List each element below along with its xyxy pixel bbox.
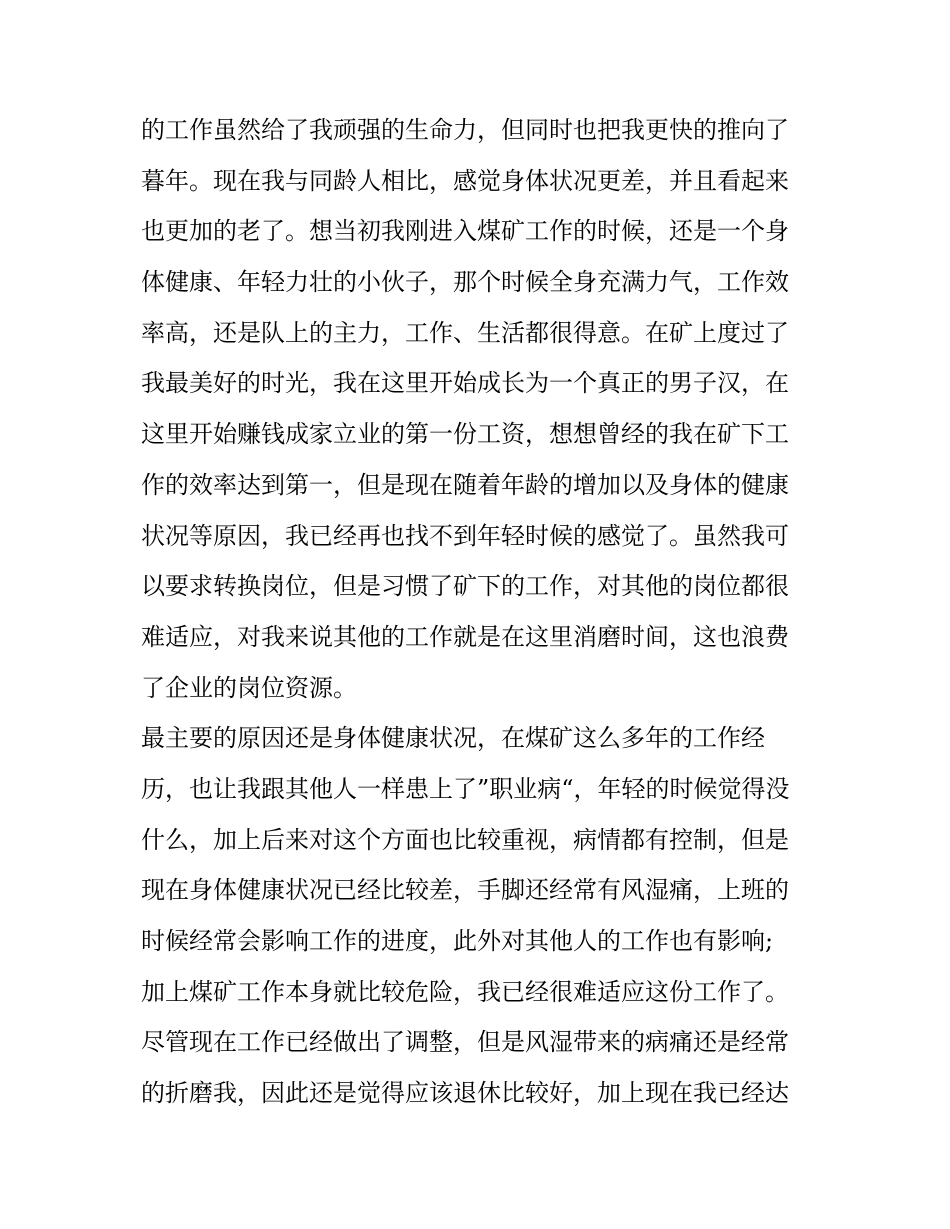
text-line-19: 尽管现在工作已经做出了调整，但是风湿带来的病痛还是经常	[141, 1028, 789, 1057]
text-line-7: 这里开始赚钱成家立业的第一份工资，想想曾经的我在矿下工	[141, 420, 789, 449]
text-line-11: 难适应，对我来说其他的工作就是在这里消磨时间，这也浪费	[141, 622, 789, 651]
text-line-17: 时候经常会影响工作的进度，此外对其他人的工作也有影响;	[141, 927, 774, 955]
text-line-18: 加上煤矿工作本身就比较危险，我已经很难适应这份工作了。	[141, 977, 789, 1006]
text-line-6: 我最美好的时光，我在这里开始成长为一个真正的男子汉，在	[141, 369, 789, 398]
body-text	[141, 105, 821, 1119]
text-line-5: 率高，还是队上的主力，工作、生活都很得意。在矿上度过了	[141, 318, 789, 347]
text-line-14: 历，也让我跟其他人一样患上了”职业病“，年轻的时候觉得没	[141, 774, 790, 803]
text-line-13: 最主要的原因还是身体健康状况，在煤矿这么多年的工作经	[141, 724, 765, 753]
text-line-1: 的工作虽然给了我顽强的生命力，但同时也把我更快的推向了	[141, 116, 789, 144]
text-line-20: 的折磨我，因此还是觉得应该退休比较好，加上现在我已经达	[141, 1079, 789, 1108]
text-line-16: 现在身体健康状况已经比较差，手脚还经常有风湿痛，上班的	[141, 876, 789, 905]
text-line-10: 以要求转换岗位，但是习惯了矿下的工作，对其他的岗位都很	[141, 572, 789, 601]
text-line-12: 了企业的岗位资源。	[141, 673, 357, 702]
text-line-3: 也更加的老了。想当初我刚进入煤矿工作的时候，还是一个身	[141, 217, 789, 246]
text-line-15: 什么，加上后来对这个方面也比较重视，病情都有控制，但是	[141, 825, 789, 854]
text-line-8: 作的效率达到第一，但是现在随着年龄的增加以及身体的健康	[141, 470, 789, 499]
text-line-9: 状况等原因，我已经再也找不到年轻时候的感觉了。虽然我可	[141, 521, 789, 550]
text-line-2: 暮年。现在我与同龄人相比，感觉身体状况更差，并且看起来	[141, 166, 789, 195]
text-line-4: 体健康、年轻力壮的小伙子，那个时候全身充满力气，工作效	[141, 268, 789, 297]
